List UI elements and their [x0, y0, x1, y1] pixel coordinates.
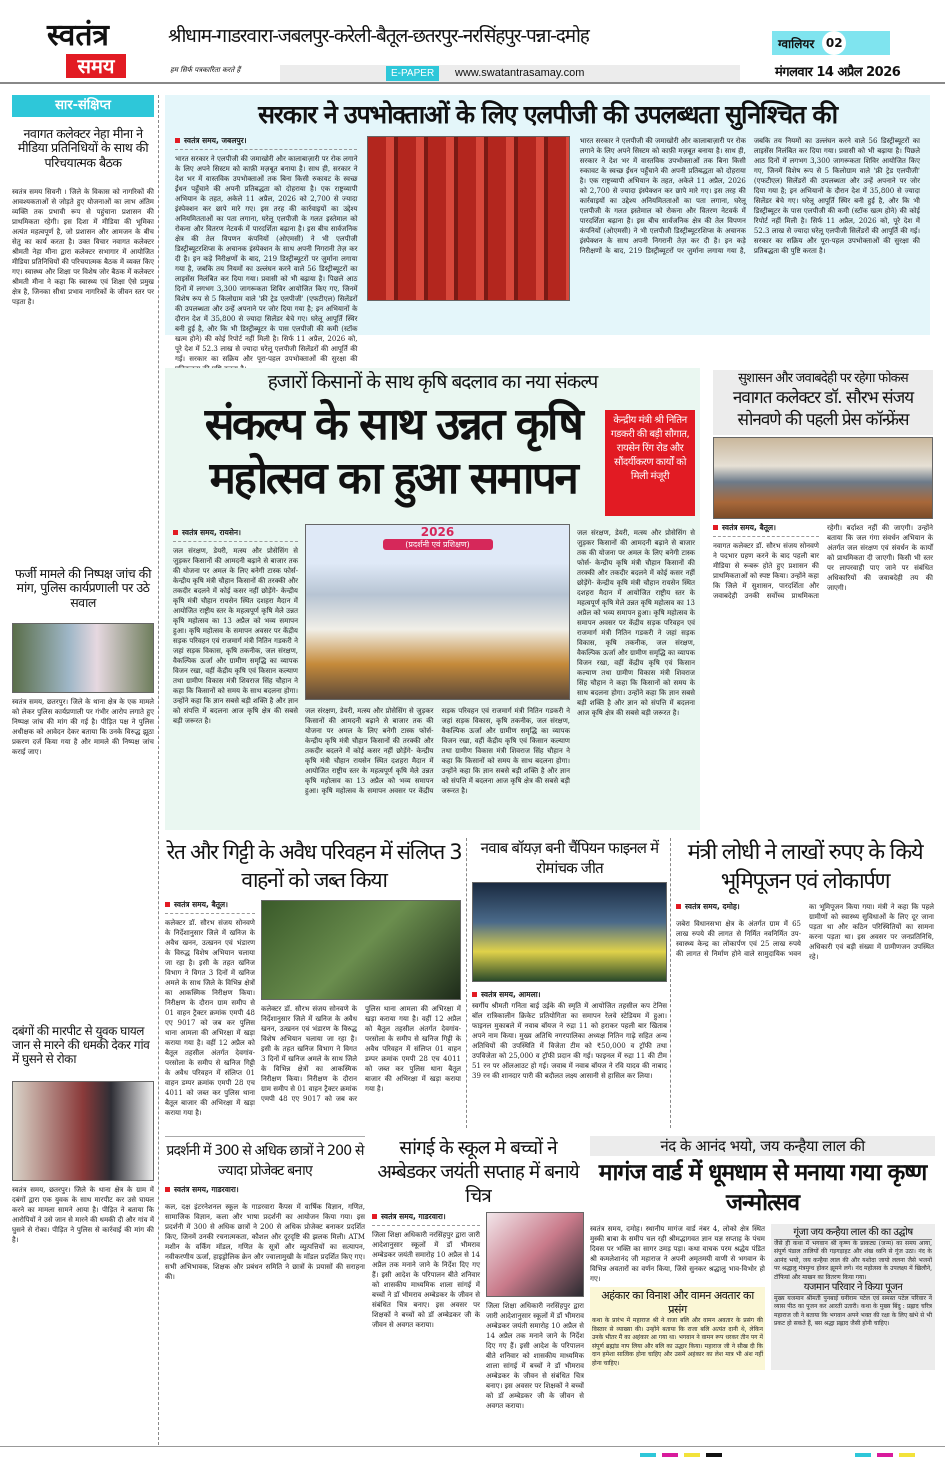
sidebar-photo: [12, 1081, 154, 1181]
ambedkar-story: [372, 1136, 584, 1441]
registration-marks: [0, 1446, 945, 1466]
sand-story: [165, 838, 463, 1128]
sports-headline: नवाब बॉयज़ बनी चैंपियन फाइनल में रोमांचक जीत: [480, 839, 659, 877]
children-drawing-photo: [486, 1212, 584, 1297]
sidebar-photo: [12, 623, 154, 693]
krishna-subbox: [590, 1287, 765, 1370]
banner-year: 2026: [420, 525, 455, 539]
krishna-story: [590, 1136, 935, 1441]
sidebar-headline: नवागत कलेक्टर नेहा मीना ने मीडिया प्रतिनिधियों के साथ की परिचयात्मक बैठक: [17, 126, 149, 170]
lpg-cylinders-photo: [367, 136, 569, 301]
sports-story: [472, 838, 667, 1128]
sand-headline: रेत और गिट्टी के अवैध परिवहन में संलिप्त 3 वाहनों को जब्त किया: [166, 840, 462, 892]
sidebar-body: स्वतंत्र समय, छतरपुर। जिले के थाना क्षेत्र के एक मामले को लेकर पुलिस कार्यप्रणाली पर गंभीर आरोप लगाते हुए निष्पक्ष जांच की मांग की गई है। पीड़ित पक्ष ने पुलिस अधीक्षक को आवेदन देकर बताया कि उनके विरुद्ध झूठा प्रकरण दर्ज किया गया है और मामले की निष्पक्ष जांच कराई जाए।: [12, 698, 154, 756]
collector-headline: नवागत कलेक्टर डॉ. सौरभ संजय सोनवणे की पहली प्रेस कॉन्फ्रेंस: [732, 387, 914, 430]
exhibition-body: कल, दक्ष इंटरनेशनल स्कूल के गाडरवारा कैंपस में वार्षिक विज्ञान, गणित, सामाजिक विज्ञान, कला और भाषा प्रदर्शनी का आयोजन किया गया। इस प्रदर्शनी में 300 से अधिक छात्रों ने 200 से अधिक प्रोजेक्ट बनाकर प्रदर्शित किए, जिनमें उनकी रचनात्मकता, कौशल और दूरदृष्टि की झलक मिली। ATM मशीन के वर्किंग मॉडल, गणित के सूत्रों और व्युत्पत्तियों का सत्यापन, नवीकरणीय ऊर्जा, हाइड्रोलिक क्रेन और ज्वालामुखी के मॉडल प्रदर्शित किए गए। सभी अभिभावक, शिक्षक और प्रबंधन समिति ने छात्रों के प्रयासों की सराहना की।: [165, 1203, 365, 1281]
byline: स्वतंत्र समय, दमोह।: [676, 902, 801, 915]
lodhi-story: [676, 838, 934, 1128]
sand-body: कलेक्टर डॉ. सौरभ संजय सोनवणे के निर्देशानुसार जिले में खनिज के अवैध खनन, उत्खनन एवं भंडारण के विरुद्ध विशेष अभियान चलाया जा रहा है। इसी के तहत खनिज विभाग ने विगत 3 दिनों में खनिज अमले के साथ जिले के विभिन्न क्षेत्रों का आकस्मिक निरीक्षण किया। निरीक्षण के दौरान ग्राम समीप से 01 वाहन ट्रैक्टर क्रमांक एमपी 48 एए 9017 को जब कर पुलिस थाना आमला की अभिरक्षा में खड़ा कराया गया है। वहीं 12 अप्रैल को बैतूल तहसील अंतर्गत देवगांव-परसोला के समीप से खनिज गिट्टी के अवैध परिवहन में संलिप्त 01 वाहन डम्पर क्रमांक एमपी 28 एच 4011 को जब्त कर पुलिस थाना बैतूल बाजार की अभिरक्षा में खड़ा कराया गया है।: [165, 919, 255, 1117]
website-link[interactable]: www.swatantrasamay.com: [455, 67, 585, 79]
column-divider: [466, 838, 467, 1128]
lodhi-body: जबेरा विधानसभा क्षेत्र के अंतर्गत ग्राम में 65 लाख रुपये की लागत से निर्मित नवनिर्मित उप-स्वास्थ्य केन्द्र का लोकार्पण एवं 25 लाख रुपये की लागत से निर्माण होने वाले सामुदायिक भवन का भूमिपूजन किया गया। मंत्री ने कहा कि पहले ग्रामीणों को स्वास्थ्य सुविधाओं के लिए दूर जाना पड़ता था और कठिन परिस्थितियों का सामना करना पड़ता था। इस अवसर पर जनप्रतिनिधि, अधिकारी एवं बड़ी संख्या में ग्रामीणजन उपस्थित रहे।: [676, 903, 934, 961]
krishna-sub3-title: यजमान परिवार ने किया पूजन: [774, 1282, 932, 1295]
krishi-kicker: हजारों किसानों के साथ कृषि बदलाव का नया संकल्प: [267, 371, 598, 393]
press-conference-photo: [713, 437, 933, 519]
collector-kicker: सुशासन और जवाबदेही पर रहेगा फोकस: [738, 371, 908, 386]
sidebar-body: स्वतंत्र समय सिवनी । जिले के विकास को नागरिकों की आवश्यकताओं से जोड़ते हुए योजनाओं का लाभ अंतिम व्यक्ति तक प्रभावी रूप से पहुंचाना प्रशासन की प्राथमिकता रहेगी। इस दिशा में मीडिया की भूमिका अत्यंत महत्वपूर्ण है, जो प्रशासन और आमजन के बीच सेतु का कार्य करता है। उक्त विचार नवागत कलेक्टर श्रीमती नेहा मीना द्वारा कलेक्टर सभागार में आयोजित मीडिया प्रतिनिधियों की परिचयात्मक बैठक में व्यक्त किए गए। स्वास्थ्य और शिक्षा पर विशेष जोर बैठक में कलेक्टर श्रीमती मीना ने कहा कि स्वास्थ्य एवं शिक्षा ऐसे प्रमुख क्षेत्र है, जिनका सीधा प्रभाव नागरिकों के जीवन स्तर पर पड़ता है।: [12, 188, 154, 306]
byline: स्वतंत्र समय, रायसेन।: [173, 528, 298, 542]
krishi-body-mid: जल संरक्षण, डेयरी, मत्स्य और प्रोसेसिंग से जुड़कर किसानों की आमदनी बढ़ाने से बाजार तक की योजना पर अमल के लिए बनेगी टास्क फोर्स- केन्द्रीय कृषि मंत्री चौहान किसानों की तरक्की और तकदीर बदलने में कोई कसर नहीं छोड़ेंगे- केन्द्रीय कृषि मंत्री चौहान रायसेन स्थित दशहरा मैदान में आयोजित राष्ट्रीय स्तर के महत्वपूर्ण कृषि मेले उन्नत कृषि महोत्सव का 13 अप्रैल को भव्य समापन हुआ। कृषि महोत्सव के समापन अवसर पर केंद्रीय सड़क परिवहन एवं राजमार्ग मंत्री नितिन गडकरी ने जहां सड़क विकास, कृषि तकनीक, जल संरक्षण, वैकल्पिक ऊर्जा और ग्रामीण समृद्धि का व्यापक विजन रखा, वहीं केंद्रीय कृषि एवं किसान कल्याण तथा ग्रामीण विकास मंत्री शिवराज सिंह चौहान ने कहा कि किसानों को समय के साथ बदलना होगा। उन्होंने कहा कि ज्ञान सबसे बड़ी शक्ति है और ज्ञान को संपत्ति में बदलना आज कृषि क्षेत्र की सबसे बड़ी जरूरत है।: [305, 707, 570, 795]
sidebar-story: [12, 567, 154, 1017]
cricket-team-photo: [472, 882, 667, 982]
sand-body-cont: कलेक्टर डॉ. सौरभ संजय सोनवणे के निर्देशानुसार जिले में खनिज के अवैध खनन, उत्खनन एवं भंडारण के विरुद्ध विशेष अभियान चलाया जा रहा है। इसी के तहत खनिज विभाग ने विगत 3 दिनों में खनिज अमले के साथ जिले के विभिन्न क्षेत्रों का आकस्मिक निरीक्षण किया। निरीक्षण के दौरान ग्राम समीप से 01 वाहन ट्रैक्टर क्रमांक एमपी 48 एए 9017 को जब कर पुलिस थाना आमला की अभिरक्षा में खड़ा कराया गया है। वहीं 12 अप्रैल को बैतूल तहसील अंतर्गत देवगांव-परसोला के समीप से खनिज गिट्टी के अवैध परिवहन में संलिप्त 01 वाहन डम्पर क्रमांक एमपी 28 एच 4011 को जब्त कर पुलिस थाना बैतूल बाजार की अभिरक्षा में खड़ा कराया गया है।: [261, 1005, 461, 1103]
byline: स्वतंत्र समय, बैतूल।: [165, 900, 255, 914]
lodhi-headline: मंत्री लोधी ने लाखों रुपए के किये भूमिपूजन एवं लोकार्पण: [687, 840, 923, 894]
krishi-story: [165, 368, 700, 830]
top-story-body-cont: भारत सरकार ने एलपीजी की जमाखोरी और कालाबाज़ारी पर रोक लगाने के लिए अपने सिस्टम को काफ़ी मज़बूत बनाया है। साथ ही, सरकार ने देश भर में वास्तविक उपभोक्ताओं तक बिना किसी रुकावट के स्वच्छ ईंधन पहुँचाने की अपनी प्रतिबद्धता को दोहराया है। एक राष्ट्रव्यापी अभियान के तहत, अकेले 11 अप्रैल, 2026 को 2,700 से ज्यादा इंस्पेक्शन कर छापे मारे गए। इस तरह की कार्रवाइयों का उद्देश्य अनियमितताओं का पता लगाना, घरेलू एलपीजी के गलत इस्तेमाल को रोकना और वितरण नेटवर्क में पारदर्शिता बढ़ाना है। इस बीच सार्वजनिक क्षेत्र की तेल विपणन कंपनियों (ओएमसी) ने भी एलपीजी डिस्ट्रीब्यूटरशिप्स के अचानक इंस्पेक्शन के साथ अपनी निगरानी तेज़ कर दी है। इन कड़े निरीक्षणों के बाद, 219 डिस्ट्रीब्यूटरों पर जुर्माना लगाया गया है, जबकि तय नियमों का उल्लंघन करने वाले 56 डिस्ट्रीब्यूटरों का लाइसेंस निलंबित कर दिया गया। प्रवासी को भी बढ़ाया है। पिछले आठ दिनों में लगभग 3,300 जागरूकता शिविर आयोजित किए गए, जिनमें विशेष रूप से 5 किलोग्राम वाले 'फ्री ट्रेड एलपीजी' (एफटीएल) सिलेंडरों की उपलब्धता और उन्हें अपनाने पर जोर दिया गया है; इन अभियानों के दौरान देश में 35,800 से ज्यादा सिलेंडर बेचे गए। घरेलू आपूर्ति स्थिर बनी हुई है, और कि भी डिस्ट्रीब्यूटर के पास एलपीजी की कमी (स्टॉक खत्म होने) की कोई रिपोर्ट नहीं मिली है। सिर्फ 11 अप्रैल, 2026 को, पूरे देश में 52.3 लाख से ज्यादा घरेलू एलपीजी सिलेंडरों की आपूर्ति की गई। सरकार का सक्रिय और पूरा-पहल उपभोक्ताओं की सुरक्षा की प्रतिबद्धता की पुष्टि करता है।: [579, 136, 920, 255]
krishi-highlight-box: केन्द्रीय मंत्री श्री नितिन गडकरी की बड़ी सौगात, रायसेन रिंग रोड और सौंदर्यीकरण कार्यों को मिली मंजूरी: [605, 410, 695, 516]
krishna-headline: मागंज वार्ड में धूमधाम से मनाया गया कृष्ण जन्मोत्सव: [598, 1160, 927, 1216]
exhibition-story: [165, 1136, 365, 1441]
column-divider: [158, 95, 159, 1445]
logo: [30, 18, 126, 82]
krishna-sub3-body: मुख्य यजमान श्रीमती पुनबाई घनीराम पटेल एवं समस्त पटेल परिवार ने व्यास पीठ का पूजन कर आरती उतारी। कथा के मुख्य बिंदु : प्रह्लाद चरित्र महाराज जी ने बताया कि भगवान अपने भक्त की रक्षा के लिए खंभे से भी प्रकट हो सकते हैं, बस श्रद्धा प्रह्लाद जैसी होनी चाहिए।: [774, 1294, 932, 1327]
column-divider: [670, 838, 671, 1128]
byline: स्वतंत्र समय, जबलपुर।: [175, 136, 357, 150]
krishi-event-photo: [305, 524, 570, 700]
edition-badge: [772, 31, 890, 55]
edition-name: ग्वालियर: [778, 36, 815, 51]
byline: स्वतंत्र समय, गाडरवारा।: [165, 1185, 365, 1198]
exhibition-headline: प्रदर्शनी में 300 से अधिक छात्रों ने 200 से ज्यादा प्रोजेक्ट बनाए: [166, 1143, 364, 1179]
issue-date: मंगलवार 14 अप्रैल 2026: [775, 65, 901, 80]
ambedkar-body-cont: जिला शिक्षा अधिकारी नरसिंहपुर द्वारा जारी आदेशानुसार स्कूलों में डॉ भीमराव अम्बेडकर जयंती समारोह 10 अप्रैल से 14 अप्रैल तक मनाने जाने के निर्देश दिए गए हैं। इसी आदेश के परिपालन बीते शनिवार को शासकीय माध्यमिक शाला सांगई में बच्चों ने डॉ भीमराव अम्बेडकर के जीवन से संबंधित चित्र बनाए। इस अवसर पर शिक्षकों ने बच्चों को डॉ अम्बेडकर जी के जीवन से अवगत कराया।: [486, 1302, 584, 1410]
krishna-sub2-title: गूंजा जय कन्हैया लाल की का उद्घोष: [774, 1227, 932, 1240]
page-number: 02: [822, 31, 846, 55]
top-story-body: भारत सरकार ने एलपीजी की जमाखोरी और कालाबाज़ारी पर रोक लगाने के लिए अपने सिस्टम को काफ़ी मज़बूत बनाया है। साथ ही, सरकार ने देश भर में वास्तविक उपभोक्ताओं तक बिना किसी रुकावट के स्वच्छ ईंधन पहुँचाने की अपनी प्रतिबद्धता को दोहराया है। एक राष्ट्रव्यापी अभियान के तहत, अकेले 11 अप्रैल, 2026 को 2,700 से ज्यादा इंस्पेक्शन कर छापे मारे गए। इस तरह की कार्रवाइयों का उद्देश्य अनियमितताओं का पता लगाना, घरेलू एलपीजी के गलत इस्तेमाल को रोकना और वितरण नेटवर्क में पारदर्शिता बढ़ाना है। इस बीच सार्वजनिक क्षेत्र की तेल विपणन कंपनियों (ओएमसी) ने भी एलपीजी डिस्ट्रीब्यूटरशिप्स के अचानक इंस्पेक्शन के साथ अपनी निगरानी तेज़ कर दी है। इन कड़े निरीक्षणों के बाद, 219 डिस्ट्रीब्यूटरों पर जुर्माना लगाया गया है, जबकि तय नियमों का उल्लंघन करने वाले 56 डिस्ट्रीब्यूटरों का लाइसेंस निलंबित कर दिया गया। प्रवासी को भी बढ़ाया है। पिछले आठ दिनों में लगभग 3,300 जागरूकता शिविर आयोजित किए गए, जिनमें विशेष रूप से 5 किलोग्राम वाले 'फ्री ट्रेड एलपीजी' (एफटीएल) सिलेंडरों की उपलब्धता और उन्हें अपनाने पर जोर दिया गया है; इन अभियानों के दौरान देश में 35,800 से ज्यादा सिलेंडर बेचे गए। घरेलू आपूर्ति स्थिर बनी हुई है, और कि भी डिस्ट्रीब्यूटर के पास एलपीजी की कमी (स्टॉक खत्म होने) की कोई रिपोर्ट नहीं मिली है। सिर्फ 11 अप्रैल, 2026 को, पूरे देश में 52.3 लाख से ज्यादा घरेलू एलपीजी सिलेंडरों की आपूर्ति की गई। सरकार का सक्रिय और पूरा-पहल उपभोक्ताओं की सुरक्षा की: [175, 154, 358, 363]
krishna-sub1-title: अहंकार का विनाश और वामन अवतार का प्रसंग: [601, 1289, 754, 1316]
sidebar-headline: फर्जी मामले की निष्पक्ष जांच की मांग, पुलिस कार्यप्रणाली पर उठे सवाल: [14, 566, 152, 610]
tagline: हम सिर्फ पत्रकारिता करते हैं: [170, 66, 241, 74]
krishi-body-right: जल संरक्षण, डेयरी, मत्स्य और प्रोसेसिंग से जुड़कर किसानों की आमदनी बढ़ाने से बाजार तक की योजना पर अमल के लिए बनेगी टास्क फोर्स- केन्द्रीय कृषि मंत्री चौहान किसानों की तरक्की और तकदीर बदलने में कोई कसर नहीं छोड़ेंगे- केन्द्रीय कृषि मंत्री चौहान रायसेन स्थित दशहरा मैदान में आयोजित राष्ट्रीय स्तर के महत्वपूर्ण कृषि मेले उन्नत कृषि महोत्सव का 13 अप्रैल को भव्य समापन हुआ। कृषि महोत्सव के समापन अवसर पर केंद्रीय सड़क परिवहन एवं राजमार्ग मंत्री नितिन गडकरी ने जहां सड़क विकास, कृषि तकनीक, जल संरक्षण, वैकल्पिक ऊर्जा और ग्रामीण समृद्धि का व्यापक विजन रखा, वहीं केंद्रीय कृषि एवं किसान कल्याण तथा ग्रामीण विकास मंत्री शिवराज सिंह चौहान ने कहा कि किसानों को समय के साथ बदलना होगा। उन्होंने कहा कि ज्ञान सबसे बड़ी शक्ति है और ज्ञान को संपत्ति में बदलना आज कृषि क्षेत्र की सबसे बड़ी जरूरत है।: [577, 529, 695, 717]
krishna-body: स्वतंत्र समय, दमोह। स्थानीय मागंज वार्ड नंबर 4, लोको क्षेत्र स्थित मुस्की बाबा के समीप चल रही श्रीमद्भागवत ज्ञान यज्ञ सप्ताह के पंचम दिवस पर भक्ति का सागर उमड़ पड़ा। कथा वाचक परम श्रद्धेय पंडित श्री कमलेशानंद जी महाराज ने अपनी अमृतमयी वाणी से भगवान के विभिन्न अवतारों का वर्णन किया, जिसे सुनकर श्रद्धालु भाव-विभोर हो गए।: [590, 1225, 765, 1283]
krishna-kicker: नंद के आनंद भयो, जय कन्हैया लाल की: [590, 1136, 935, 1156]
top-story-headline: सरकार ने उपभोक्ताओं के लिए एलपीजी की उपलब्धता सुनिश्चित की: [258, 100, 837, 129]
logo-bottom: समय: [66, 54, 126, 78]
logo-top: स्वतंत्र: [46, 18, 109, 53]
sidebar-title: सार-संक्षिप्त: [12, 95, 154, 117]
collector-story: [713, 370, 933, 830]
sidebar-body: स्वतंत्र समय, छतरपुर। जिले के थाना क्षेत्र के ग्राम में दबंगों द्वारा एक युवक के साथ मारपीट कर उसे घायल करने का मामला सामने आया है। पीड़ित ने बताया कि आरोपियों ने उसे जान से मारने की धमकी दी और गांव में घुसने से रोका। पीड़ित ने पुलिस से कार्रवाई की मांग की है।: [12, 1186, 154, 1244]
byline: स्वतंत्र समय, बैतूल।: [713, 523, 819, 537]
byline: स्वतंत्र समय, आमला।: [472, 990, 541, 1002]
krishi-body: जल संरक्षण, डेयरी, मत्स्य और प्रोसेसिंग से जुड़कर किसानों की आमदनी बढ़ाने से बाजार तक की योजना पर अमल के लिए बनेगी टास्क फोर्स- केन्द्रीय कृषि मंत्री चौहान किसानों की तरक्की और तकदीर बदलने में कोई कसर नहीं छोड़ेंगे- केन्द्रीय कृषि मंत्री चौहान रायसेन स्थित दशहरा मैदान में आयोजित राष्ट्रीय स्तर के महत्वपूर्ण कृषि मेले उन्नत कृषि महोत्सव का 13 अप्रैल को भव्य समापन हुआ। कृषि महोत्सव के समापन अवसर पर केंद्रीय सड़क परिवहन एवं राजमार्ग मंत्री नितिन गडकरी ने जहां सड़क विकास, कृषि तकनीक, जल संरक्षण, वैकल्पिक ऊर्जा और ग्रामीण समृद्धि का व्यापक विजन रखा, वहीं केंद्रीय कृषि एवं किसान कल्याण तथा ग्रामीण विकास मंत्री शिवराज सिंह चौहान ने कहा कि किसानों को समय के साथ बदलना होगा। उन्होंने कहा कि ज्ञान सबसे बड़ी शक्ति है और ज्ञान को संपत्ति में बदलना आज कृषि क्षेत्र की सबसे बड़ी जरूरत है।: [173, 547, 298, 725]
krishi-headline: संकल्प के साथ उन्नत कृषि महोत्सव का हुआ समापन: [204, 398, 582, 504]
ambedkar-body: जिला शिक्षा अधिकारी नरसिंहपुर द्वारा जारी आदेशानुसार स्कूलों में डॉ भीमराव अम्बेडकर जयंती समारोह 10 अप्रैल से 14 अप्रैल तक मनाने जाने के निर्देश दिए गए हैं। इसी आदेश के परिपालन बीते शनिवार को शासकीय माध्यमिक शाला सांगई में बच्चों ने डॉ भीमराव अम्बेडकर के जीवन से संबंधित चित्र बनाए। इस अवसर पर शिक्षकों ने बच्चों को डॉ अम्बेडकर जी के जीवन से अवगत कराया।: [372, 1231, 480, 1329]
seized-vehicle-photo: [261, 900, 461, 1000]
sidebar-story: [12, 1025, 154, 1425]
banner-subtitle: (प्रदर्शनी एवं प्रशिक्षण): [383, 539, 493, 550]
top-story: [165, 95, 930, 363]
ambedkar-headline: सांगई के स्कूल मे बच्चों ने अम्बेडकर जयंती सप्ताह में बनाये चित्र: [377, 1137, 579, 1207]
krishna-sub1-body: कथा के प्रारंभ में महाराज श्री ने राजा बलि और वामन अवतार के प्रसंग की विस्तार से व्याख्या की। उन्होंने बताया कि राजा बलि अत्यंत दानी थे, लेकिन उनके भीतर मैं का अहंकार आ गया था। भगवान ने वामन रूप धरकर तीन पग में संपूर्ण ब्रह्मांड नाप लिया और बलि का उद्धार किया। महाराज जी ने सीख दी कि दान हमेशा सात्विक होना चाहिए और उसमें अहंकार का लेश मात्र भी अंश नहीं होना चाहिए।: [592, 1317, 763, 1367]
sidebar: [12, 95, 154, 1445]
sports-body: स्वर्गीय श्रीमती गनिता बाई उईके की स्मृति में आयोजित तहसील कप टेनिस बॉल रात्रिकालीन क्रिकेट प्रतियोगिता का समापन रेलवे स्टेडियम में हुआ। फाइनल मुकाबले में नवाब बॉयज ने रुद्रा 11 को हराकर पहली बार खिताब अपने नाम किया। मुख्य अतिथि नगरपालिका अध्यक्ष नितिन गाढ़े सहित अन्य अतिथियों की उपस्थिति में विजेता टीम को ₹50,000 व ट्रॉफी तथा उपविजेता को 25,000 व ट्रॉफी प्रदान की गई। फाइनल में रुद्रा 11 की टीम 51 रन पर ऑलआउट हो गई। जवाब में नवाब बॉयज ने रवि यादव की नाबाद 39 रन की शानदार पारी की बदौलत लक्ष्य आसानी से हासिल कर लिया।: [472, 1002, 667, 1080]
krishna-sub2-body: जैसे ही कथा में भगवान श्री कृष्ण के प्राकट्य (जन्म) का समय आया, संपूर्ण पंडाल तालियों की गड़गड़ाहट और शंख ध्वनि से गूंज उठा। नंद के आनंद भयो, जय कन्हैया लाल की और यशोदा जायो ललना जैसे भजनों पर श्रद्धालु मंत्रमुग्ध होकर झूमने लगे। नंद महोत्सव के उपलक्ष्य में खिलौने, टॉफियां और माखन का वितरण किया गया।: [774, 1239, 932, 1281]
collector-body: नवागत कलेक्टर डॉ. सौरभ संजय सोनवणे ने पदभार ग्रहण करने के बाद पहली बार मीडिया से रूबरू होते हुए प्रशासन की प्राथमिकताओं को स्पष्ट किया। उन्होंने कहा कि जिले में सुशासन, पारदर्शिता और जवाबदेही उनकी सर्वोच्च प्राथमिकता रहेगी। बर्दाश्त नहीं की जाएगी। उन्होंने बताया कि जल गंगा संवर्धन अभियान के अंतर्गत जल संरक्षण एवं संवर्धन के कार्यों को प्राथमिकता दी जाएगी। किसी भी स्तर पर लापरवाही पाए जाने पर संबंधित अधिकारियों की जवाबदेही तय की जाएगी।: [713, 523, 933, 600]
city-list: श्रीधाम-गाडरवारा-जबलपुर-करेली-बैतूल-छतरपुर-नरसिंहपुर-पन्ना-दमोह: [168, 25, 589, 47]
masthead: [0, 0, 945, 84]
sidebar-headline: दबंगों की मारपीट से युवक घायल जान से मारने की धमकी देकर गांव में घुसने से रोका: [12, 1024, 150, 1066]
sidebar-story: [12, 127, 154, 557]
byline: स्वतंत्र समय, गाडरवारा।: [372, 1212, 480, 1226]
epaper-label[interactable]: E-PAPER: [386, 66, 439, 81]
